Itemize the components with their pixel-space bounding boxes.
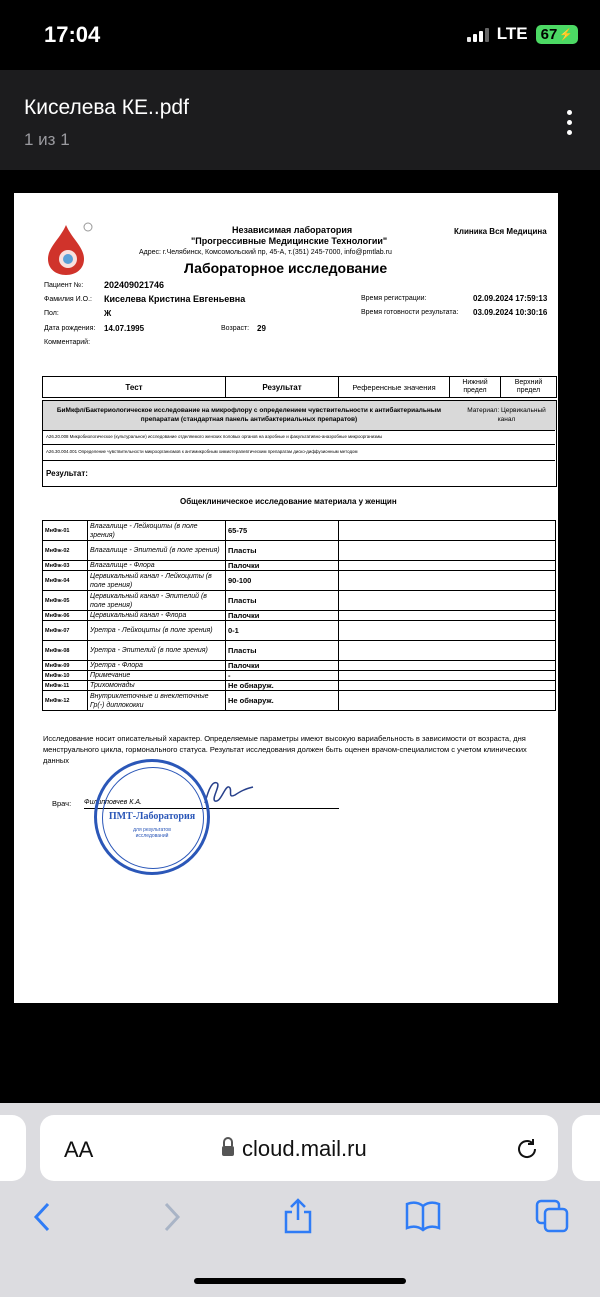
row-result: Палочки [226,611,339,621]
tabs-icon[interactable] [534,1198,570,1234]
row-ref [339,541,556,561]
row-ref [339,561,556,571]
results-header-table [42,376,557,398]
next-tab-peek[interactable] [572,1115,600,1181]
row-result: Не обнаруж. [226,681,339,691]
row-test: Уретра - Эпителий (в поле зрения) [88,641,226,661]
table-row [43,621,556,641]
row-test: Уретра - Флора [88,661,226,671]
patient-no: 202409021746 [104,280,165,290]
row-code: МнФж-06 [43,611,88,621]
lab-logo-icon [42,221,98,277]
row-result: 65-75 [226,521,339,541]
row-ref [339,671,556,681]
patient-name: Киселева Кристина Евгеньевна [104,294,246,304]
row-result: Пласты [226,541,339,561]
doc-heading: Лабораторное исследование [184,260,388,276]
row-ref [339,611,556,621]
col-result: Результат [226,377,339,398]
home-indicator[interactable] [194,1278,406,1284]
row-test: Цервикальный канал - Флора [88,611,226,621]
name-label: Фамилия И.О.: [44,296,92,303]
row-test: Влагалище - Флора [88,561,226,571]
lab-address: Адрес: г.Челябинск, Комсомольский пр, 45-А, т.(351) 245-7000, info@pmtlab.ru [139,249,392,256]
table-row [43,571,556,591]
divider [42,444,555,445]
lab-name: Независимая лаборатория [232,225,353,235]
bookmarks-icon[interactable] [404,1200,442,1232]
row-code: МнФж-03 [43,561,88,571]
disclaimer-note: Исследование носит описательный характер. Определяемые параметры имеют высокую вариабельность в зависимости от возраста, дня менструального цикла, гормонального статуса. Результат исследования должен быть оценен врачом-специалистом с учетом клинических данных [43,734,527,765]
row-test: Влагалище - Лейкоциты (в поле зрения) [88,521,226,541]
more-options-icon[interactable] [567,110,572,135]
row-code: МнФж-04 [43,571,88,591]
reload-icon[interactable] [514,1136,540,1162]
row-test: Примечание [88,671,226,681]
page-indicator: 1 из 1 [24,130,70,149]
col-test: Тест [43,377,226,398]
url-text[interactable]: cloud.mail.ru [242,1136,367,1161]
age-label: Возраст: [221,325,250,332]
row-result: 90-100 [226,571,339,591]
table-row [43,691,556,711]
divider [42,460,555,461]
pdf-page [14,193,558,1003]
row-ref [339,521,556,541]
table-row [43,671,556,681]
row-ref [339,621,556,641]
row-code: МнФж-02 [43,541,88,561]
row-code: МнФж-07 [43,621,88,641]
col-ref: Референсные значения [339,377,450,398]
row-result: Пласты [226,641,339,661]
status-time: 17:04 [44,22,101,47]
results-table [42,520,556,711]
row-code: МнФж-08 [43,641,88,661]
code-2: A26.30.004.001 Определение чувствительности микроорганизмов к антимикробным химиотерапевтическим препаратам диско-диффузионным методом [46,449,358,454]
clinic-name: Клиника Вся Медицина [454,227,547,236]
reg-time: 02.09.2024 17:59:13 [473,294,548,303]
row-code: МнФж-05 [43,591,88,611]
col-low: Нижний предел [450,377,501,398]
comment-label: Комментарий: [44,339,91,346]
row-code: МнФж-12 [43,691,88,711]
table-row [43,591,556,611]
row-code: МнФж-09 [43,661,88,671]
lock-icon [220,1136,236,1158]
network-label: LTE [496,24,528,43]
row-test: Внутриклеточные и внеклеточные Гр(-) диплококки [88,691,226,711]
status-icons [467,24,578,44]
divider [42,430,555,431]
lab-full-name: "Прогрессивные Медицинские Технологии" [191,236,388,246]
row-test: Уретра - Лейкоциты (в поле зрения) [88,621,226,641]
reader-settings-button[interactable]: AA [64,1137,94,1162]
reg-label: Время регистрации: [361,295,427,302]
result-label: Результат: [46,469,88,478]
table-row [43,521,556,541]
study-title: БиМкфл/Бактериологическое исследование на микрофлору с определением чувствительности к антибактериальным препаратам (стандартная панель антибактериальных препаратов) [56,407,442,423]
viewer-header [0,70,600,170]
battery-icon: 67 ⚡ [536,25,578,44]
row-ref [339,641,556,661]
row-code: МнФж-01 [43,521,88,541]
row-test: Трихомонады [88,681,226,691]
ready-time: 03.09.2024 10:30:16 [473,308,548,317]
share-icon[interactable] [282,1198,314,1234]
row-result: - [226,671,339,681]
prev-tab-peek[interactable] [0,1115,26,1181]
row-result: Пласты [226,591,339,611]
row-ref [339,571,556,591]
signal-icon [467,26,489,42]
table-row [43,681,556,691]
table-row [43,641,556,661]
patient-dob: 14.07.1995 [104,324,145,333]
patient-age: 29 [257,324,266,333]
patient-no-label: Пациент №: [44,282,84,289]
row-result: Палочки [226,661,339,671]
sex-label: Пол: [44,310,59,317]
code-1: A26.20.008 Микробиологическое (культуральное) исследование отделяемого женских половых органов на аэробные и факультативно-анаэробные микроорганизмы [46,434,383,439]
stamp-subtext: для результатов исследований [133,827,171,839]
row-test: Влагалище - Эпителий (в поле зрения) [88,541,226,561]
row-result: 0-1 [226,621,339,641]
forward-icon[interactable] [160,1200,184,1234]
section2-title: Общеклиническое исследование материала у женщин [180,497,397,506]
table-row [43,541,556,561]
row-ref [339,691,556,711]
doctor-label: Врач: [52,799,72,808]
row-ref [339,681,556,691]
table-row [43,611,556,621]
stamp-text: ПМТ-Лаборатория [108,811,196,822]
doctor-name: Филипповчев К.А. [84,799,142,806]
table-row [43,661,556,671]
dob-label: Дата рождения: [44,325,96,332]
patient-sex: Ж [104,309,112,318]
file-name: Киселева КЕ..pdf [24,96,189,119]
row-test: Цервикальный канал - Эпителий (в поле зрения) [88,591,226,611]
row-code: МнФж-11 [43,681,88,691]
row-result: Палочки [226,561,339,571]
row-test: Цервикальный канал - Лейкоциты (в поле зрения) [88,571,226,591]
col-high: Верхний предел [501,377,557,398]
back-icon[interactable] [30,1200,54,1234]
row-ref [339,661,556,671]
row-code: МнФж-10 [43,671,88,681]
table-row [43,561,556,571]
row-ref [339,591,556,611]
material-label: Материал: Цервикальный канал [467,407,546,423]
ready-label: Время готовности результата: [361,309,459,316]
row-result: Не обнаруж. [226,691,339,711]
